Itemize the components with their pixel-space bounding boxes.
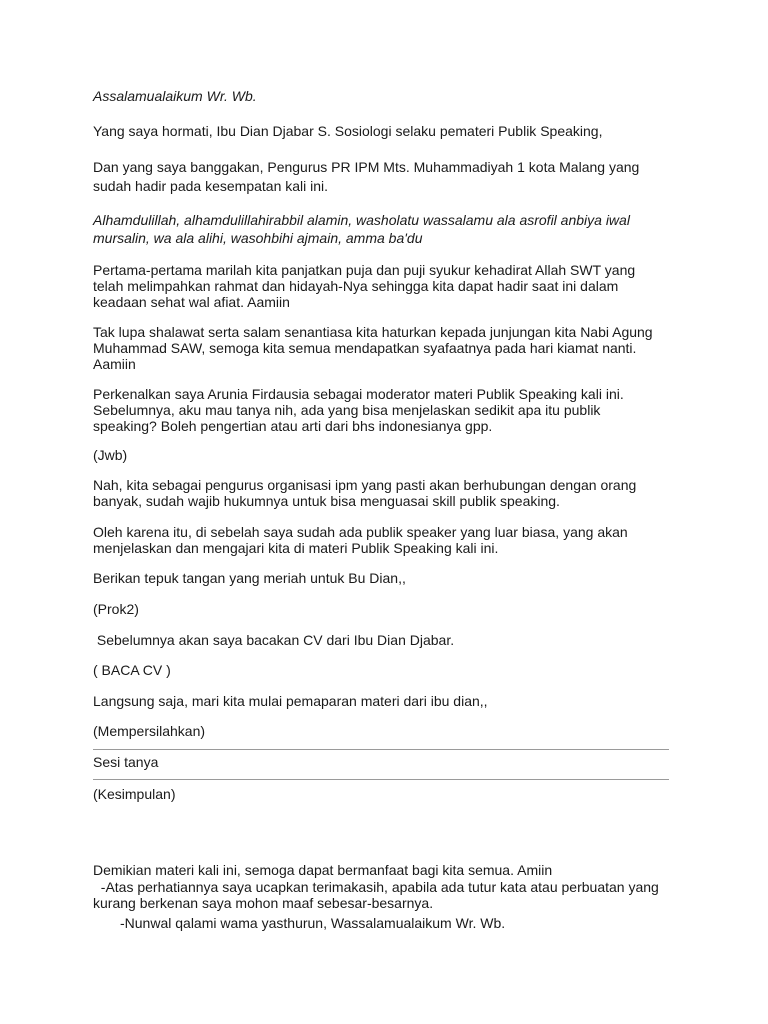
paragraph-pertama: Pertama-pertama marilah kita panjatkan puja dan puji syukur kehadirat Allah SWT yang telah melimpahkan rahmat dan hidayah-Nya sehingga kita dapat hadir saat ini dalam keadaan sehat wal afiat. Aamiin <box>93 262 636 310</box>
sesi-tanya-label: Sesi tanya <box>93 754 159 770</box>
closing-line-2: -Atas perhatiannya saya ucapkan terimakasih, apabila ada tutur kata atau perbuatan yang kurang berkenan saya mohon maaf sebesar-besarnya. <box>93 879 663 911</box>
paragraph-hormat: Yang saya hormati, Ibu Dian Djabar S. Sosiologi selaku pemateri Publik Speaking, <box>93 123 603 139</box>
divider-2 <box>93 779 669 780</box>
closing-line-1: Demikian materi kali ini, semoga dapat bermanfaat bagi kita semua. Amiin <box>93 862 553 878</box>
closing-line-3: -Nunwal qalami wama yasthurun, Wassalamualaikum Wr. Wb. <box>120 915 506 931</box>
paragraph-hamdalah: Alhamdulillah, alhamdulillahirabbil alamin, washolatu wassalamu ala asrofil anbiya iwal mursalin, wa ala alihi, wasohbihi ajmain, amma ba'du <box>93 212 630 246</box>
paragraph-shalawat: Tak lupa shalawat serta salam senantiasa kita haturkan kepada junjungan kita Nabi Agung Muhammad SAW, semoga kita semua mendapatkan syafaatnya pada hari kiamat nanti. Aamiin <box>93 324 653 372</box>
paragraph-banggakan: Dan yang saya banggakan, Pengurus PR IPM Mts. Muhammadiyah 1 kota Malang yang sudah hadir pada kesempatan kali ini. <box>93 159 640 194</box>
prok-note: (Prok2) <box>93 601 139 617</box>
paragraph-tepuk: Berikan tepuk tangan yang meriah untuk Bu Dian,, <box>93 570 406 586</box>
paragraph-perkenalan: Perkenalkan saya Arunia Firdausia sebagai moderator materi Publik Speaking kali ini. Sebelumnya, aku mau tanya nih, ada yang bisa menjelaskan sedikit apa itu publik speaking? Boleh pengertian atau arti dari bhs indonesianya gpp. <box>93 386 624 434</box>
paragraph-oleh: Oleh karena itu, di sebelah saya sudah ada publik speaker yang luar biasa, yang akan menjelaskan dan mengajari kita di materi Publik Speaking kali ini. <box>93 524 628 556</box>
baca-cv-note: ( BACA CV ) <box>93 662 171 678</box>
paragraph-langsung: Langsung saja, mari kita mulai pemaparan materi dari ibu dian,, <box>93 693 488 709</box>
mempersilahkan-note: (Mempersilahkan) <box>93 723 206 739</box>
paragraph-nah: Nah, kita sebagai pengurus organisasi ipm yang pasti akan berhubungan dengan orang banyak, sudah wajib hukumnya untuk bisa menguasai skill publik speaking. <box>93 477 637 509</box>
jawab-note: (Jwb) <box>93 447 128 463</box>
greeting: Assalamualaikum Wr. Wb. <box>93 88 257 104</box>
paragraph-cv: Sebelumnya akan saya bacakan CV dari Ibu Dian Djabar. <box>93 632 455 648</box>
kesimpulan-note: (Kesimpulan) <box>93 786 176 802</box>
divider-1 <box>93 749 669 750</box>
